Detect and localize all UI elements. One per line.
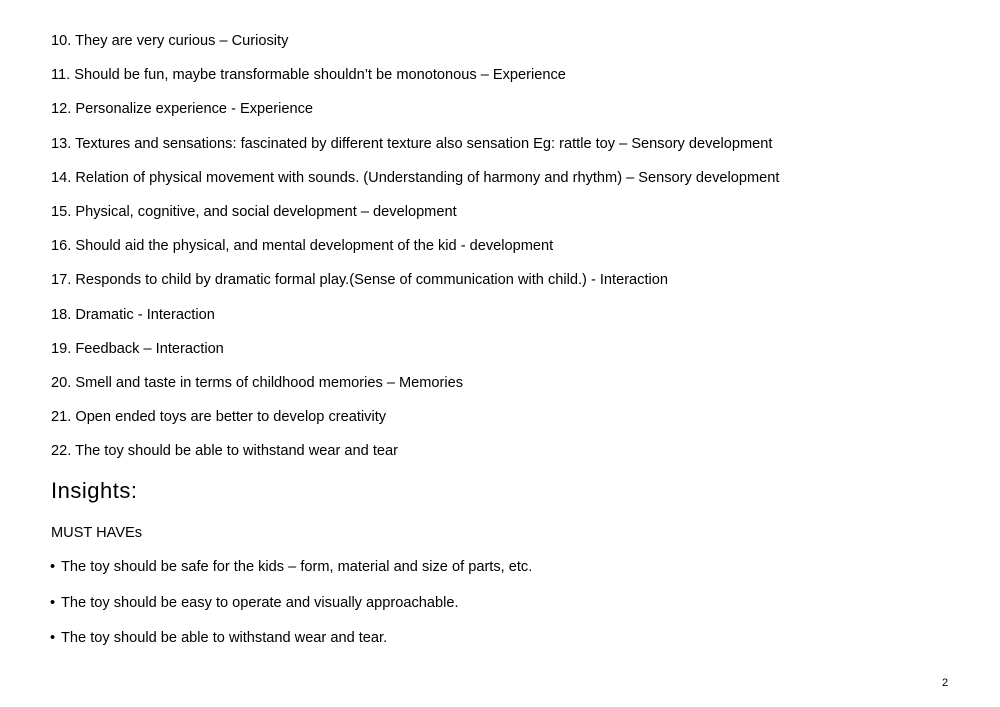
list-item: 14. Relation of physical movement with sounds. (Understanding of harmony and rhythm) – Sensory development [51,169,780,186]
list-item: 22. The toy should be able to withstand wear and tear [51,443,398,460]
list-item: 15. Physical, cognitive, and social development – development [51,203,457,220]
must-haves-subheading: MUST HAVEs [51,525,143,541]
bullet-marker: • [50,630,56,646]
insights-heading: Insights: [51,478,138,503]
bullet-marker: • [50,594,56,611]
list-item: 11. Should be fun, maybe transformable shouldn’t be monotonous – Experience [51,67,566,84]
must-haves-list [50,559,532,666]
list-item: 10. They are very curious – Curiosity [51,33,289,49]
page-number: 2 [942,677,949,689]
numbered-list [51,33,779,477]
bullet-item [50,630,532,647]
list-item: 13. Textures and sensations: fascinated by different texture also sensation Eg: rattle toy – Sensory development [51,135,773,152]
bullet-text: The toy should be able to withstand wear and tear. [61,630,388,646]
list-item: 18. Dramatic - Interaction [51,306,215,323]
bullet-item [50,595,532,612]
list-item: 19. Feedback – Interaction [51,340,224,357]
bullet-marker: • [50,559,56,575]
list-item: 17. Responds to child by dramatic formal play.(Sense of communication with child.) - Interaction [51,272,668,289]
list-item: 12. Personalize experience - Experience [51,101,314,118]
list-item: 16. Should aid the physical, and mental development of the kid - development [51,238,554,255]
list-item: 21. Open ended toys are better to develop creativity [51,409,387,426]
bullet-text: The toy should be easy to operate and visually approachable. [61,594,459,611]
bullet-item [50,559,532,576]
list-item: 20. Smell and taste in terms of childhood memories – Memories [51,374,464,391]
bullet-text: The toy should be safe for the kids – form, material and size of parts, etc. [61,559,533,575]
